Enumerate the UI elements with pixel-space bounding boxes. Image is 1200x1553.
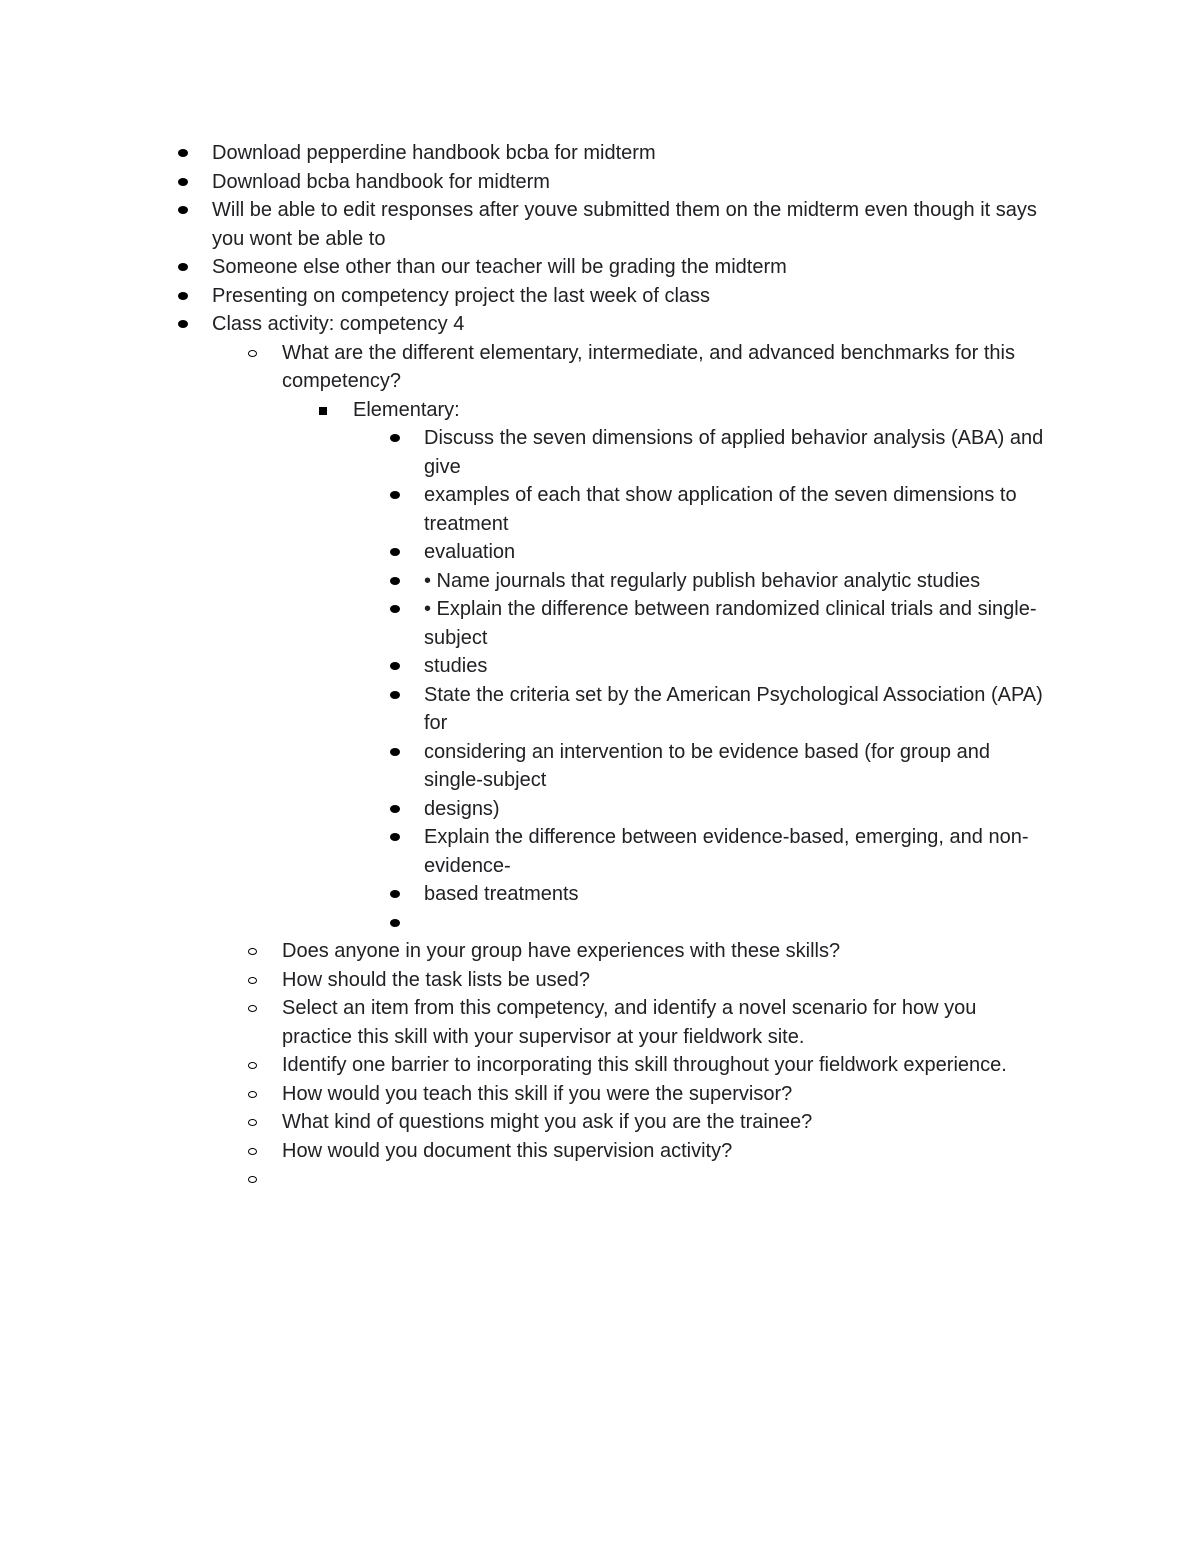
circle-bullet-icon (248, 350, 257, 357)
disc-bullet-icon (390, 577, 400, 585)
list-item[interactable] (0, 424, 1054, 481)
list-item[interactable] (0, 567, 1054, 596)
list-item[interactable] (0, 937, 1042, 966)
list-item[interactable] (0, 282, 1062, 311)
list-item[interactable] (0, 823, 1054, 880)
list-item[interactable] (0, 880, 1054, 909)
list-item-text: Someone else other than our teacher will be grading the midterm (212, 256, 787, 278)
circle-bullet-icon (248, 1176, 257, 1183)
disc-bullet-icon (390, 919, 400, 927)
list-item[interactable] (0, 481, 1054, 538)
disc-bullet-icon (390, 662, 400, 670)
list-item-text: evaluation (424, 541, 516, 563)
disc-bullet-icon (390, 805, 400, 813)
disc-bullet-icon (178, 263, 188, 271)
list-item[interactable] (0, 652, 1054, 681)
disc-bullet-icon (178, 320, 188, 328)
circle-bullet-icon (248, 948, 257, 955)
document-body[interactable] (0, 139, 1200, 1194)
list-item-text: • Explain the difference between randomized clinical trials and single-subject (424, 598, 1037, 649)
list-item[interactable] (0, 253, 1062, 282)
list-item[interactable] (0, 994, 1042, 1051)
list-item-text: Presenting on competency project the last week of class (212, 284, 711, 307)
circle-bullet-icon (248, 1005, 257, 1012)
list-item-text: Download bcba handbook for midterm (212, 170, 550, 193)
disc-bullet-icon (178, 206, 188, 214)
circle-bullet-icon (248, 977, 257, 984)
list-item-text: How would you teach this skill if you were the supervisor? (282, 1082, 793, 1105)
square-bullet-icon (319, 407, 327, 415)
list-item-text: Discuss the seven dimensions of applied behavior analysis (ABA) and give (424, 427, 1044, 478)
list-item[interactable] (0, 1165, 1042, 1194)
circle-bullet-icon (248, 1119, 257, 1126)
list-item[interactable] (0, 139, 1062, 168)
list-item-text: Elementary: (353, 398, 460, 421)
list-item[interactable] (0, 595, 1054, 652)
list-item-text: Does anyone in your group have experiences with these skills? (282, 940, 841, 962)
list-item[interactable] (0, 396, 1053, 425)
disc-bullet-icon (178, 149, 188, 157)
list-item[interactable] (0, 1051, 1042, 1080)
list-item-text: What kind of questions might you ask if you are the trainee? (282, 1111, 813, 1133)
list-item[interactable] (0, 909, 1054, 938)
disc-bullet-icon (390, 434, 400, 442)
list-item[interactable] (0, 795, 1054, 824)
list-item-text: Select an item from this competency, and identify a novel scenario for how you practice this skill with your supervisor at your fieldwork site. (282, 997, 977, 1048)
list-item[interactable] (0, 168, 1062, 197)
list-item-text: based treatments (424, 883, 579, 905)
list-item[interactable] (0, 738, 1054, 795)
list-item-text: Class activity: competency 4 (212, 313, 465, 335)
disc-bullet-icon (390, 691, 400, 699)
list-item-text: studies (424, 655, 488, 677)
list-item-text: examples of each that show application of the seven dimensions to treatment (424, 484, 1017, 535)
circle-bullet-icon (248, 1062, 257, 1069)
list-item-text: What are the different elementary, intermediate, and advanced benchmarks for this competency? (282, 341, 1015, 392)
list-item[interactable] (0, 1080, 1042, 1109)
list-item-text: Will be able to edit responses after youve submitted them on the midterm even though it says you wont be able to (212, 199, 1037, 250)
list-item[interactable] (0, 1108, 1042, 1137)
list-item[interactable] (0, 1137, 1042, 1166)
list-item-text: • Name journals that regularly publish behavior analytic studies (424, 569, 981, 592)
disc-bullet-icon (178, 292, 188, 300)
list-item-text: State the criteria set by the American Psychological Association (APA) for (424, 683, 1043, 734)
disc-bullet-icon (178, 178, 188, 186)
list-item-text: How would you document this supervision activity? (282, 1139, 733, 1162)
list-item[interactable] (0, 966, 1042, 995)
list-item-text: considering an intervention to be evidence based (for group and single-subject (424, 740, 990, 791)
list-item-text: Explain the difference between evidence-based, emerging, and non-evidence- (424, 826, 1029, 877)
disc-bullet-icon (390, 491, 400, 499)
disc-bullet-icon (390, 548, 400, 556)
list-item[interactable] (0, 196, 1062, 253)
circle-bullet-icon (248, 1091, 257, 1098)
list-item[interactable] (0, 538, 1054, 567)
disc-bullet-icon (390, 833, 400, 841)
circle-bullet-icon (248, 1148, 257, 1155)
list-item[interactable] (0, 681, 1054, 738)
list-item-text: Download pepperdine handbook bcba for midterm (212, 142, 656, 164)
disc-bullet-icon (390, 748, 400, 756)
list-item-text: Identify one barrier to incorporating this skill throughout your fieldwork experience. (282, 1054, 1007, 1076)
list-item-text: designs) (424, 797, 500, 820)
disc-bullet-icon (390, 890, 400, 898)
list-item[interactable] (0, 339, 1042, 396)
list-item[interactable] (0, 310, 1062, 339)
list-item-text: How should the task lists be used? (282, 968, 590, 991)
disc-bullet-icon (390, 605, 400, 613)
